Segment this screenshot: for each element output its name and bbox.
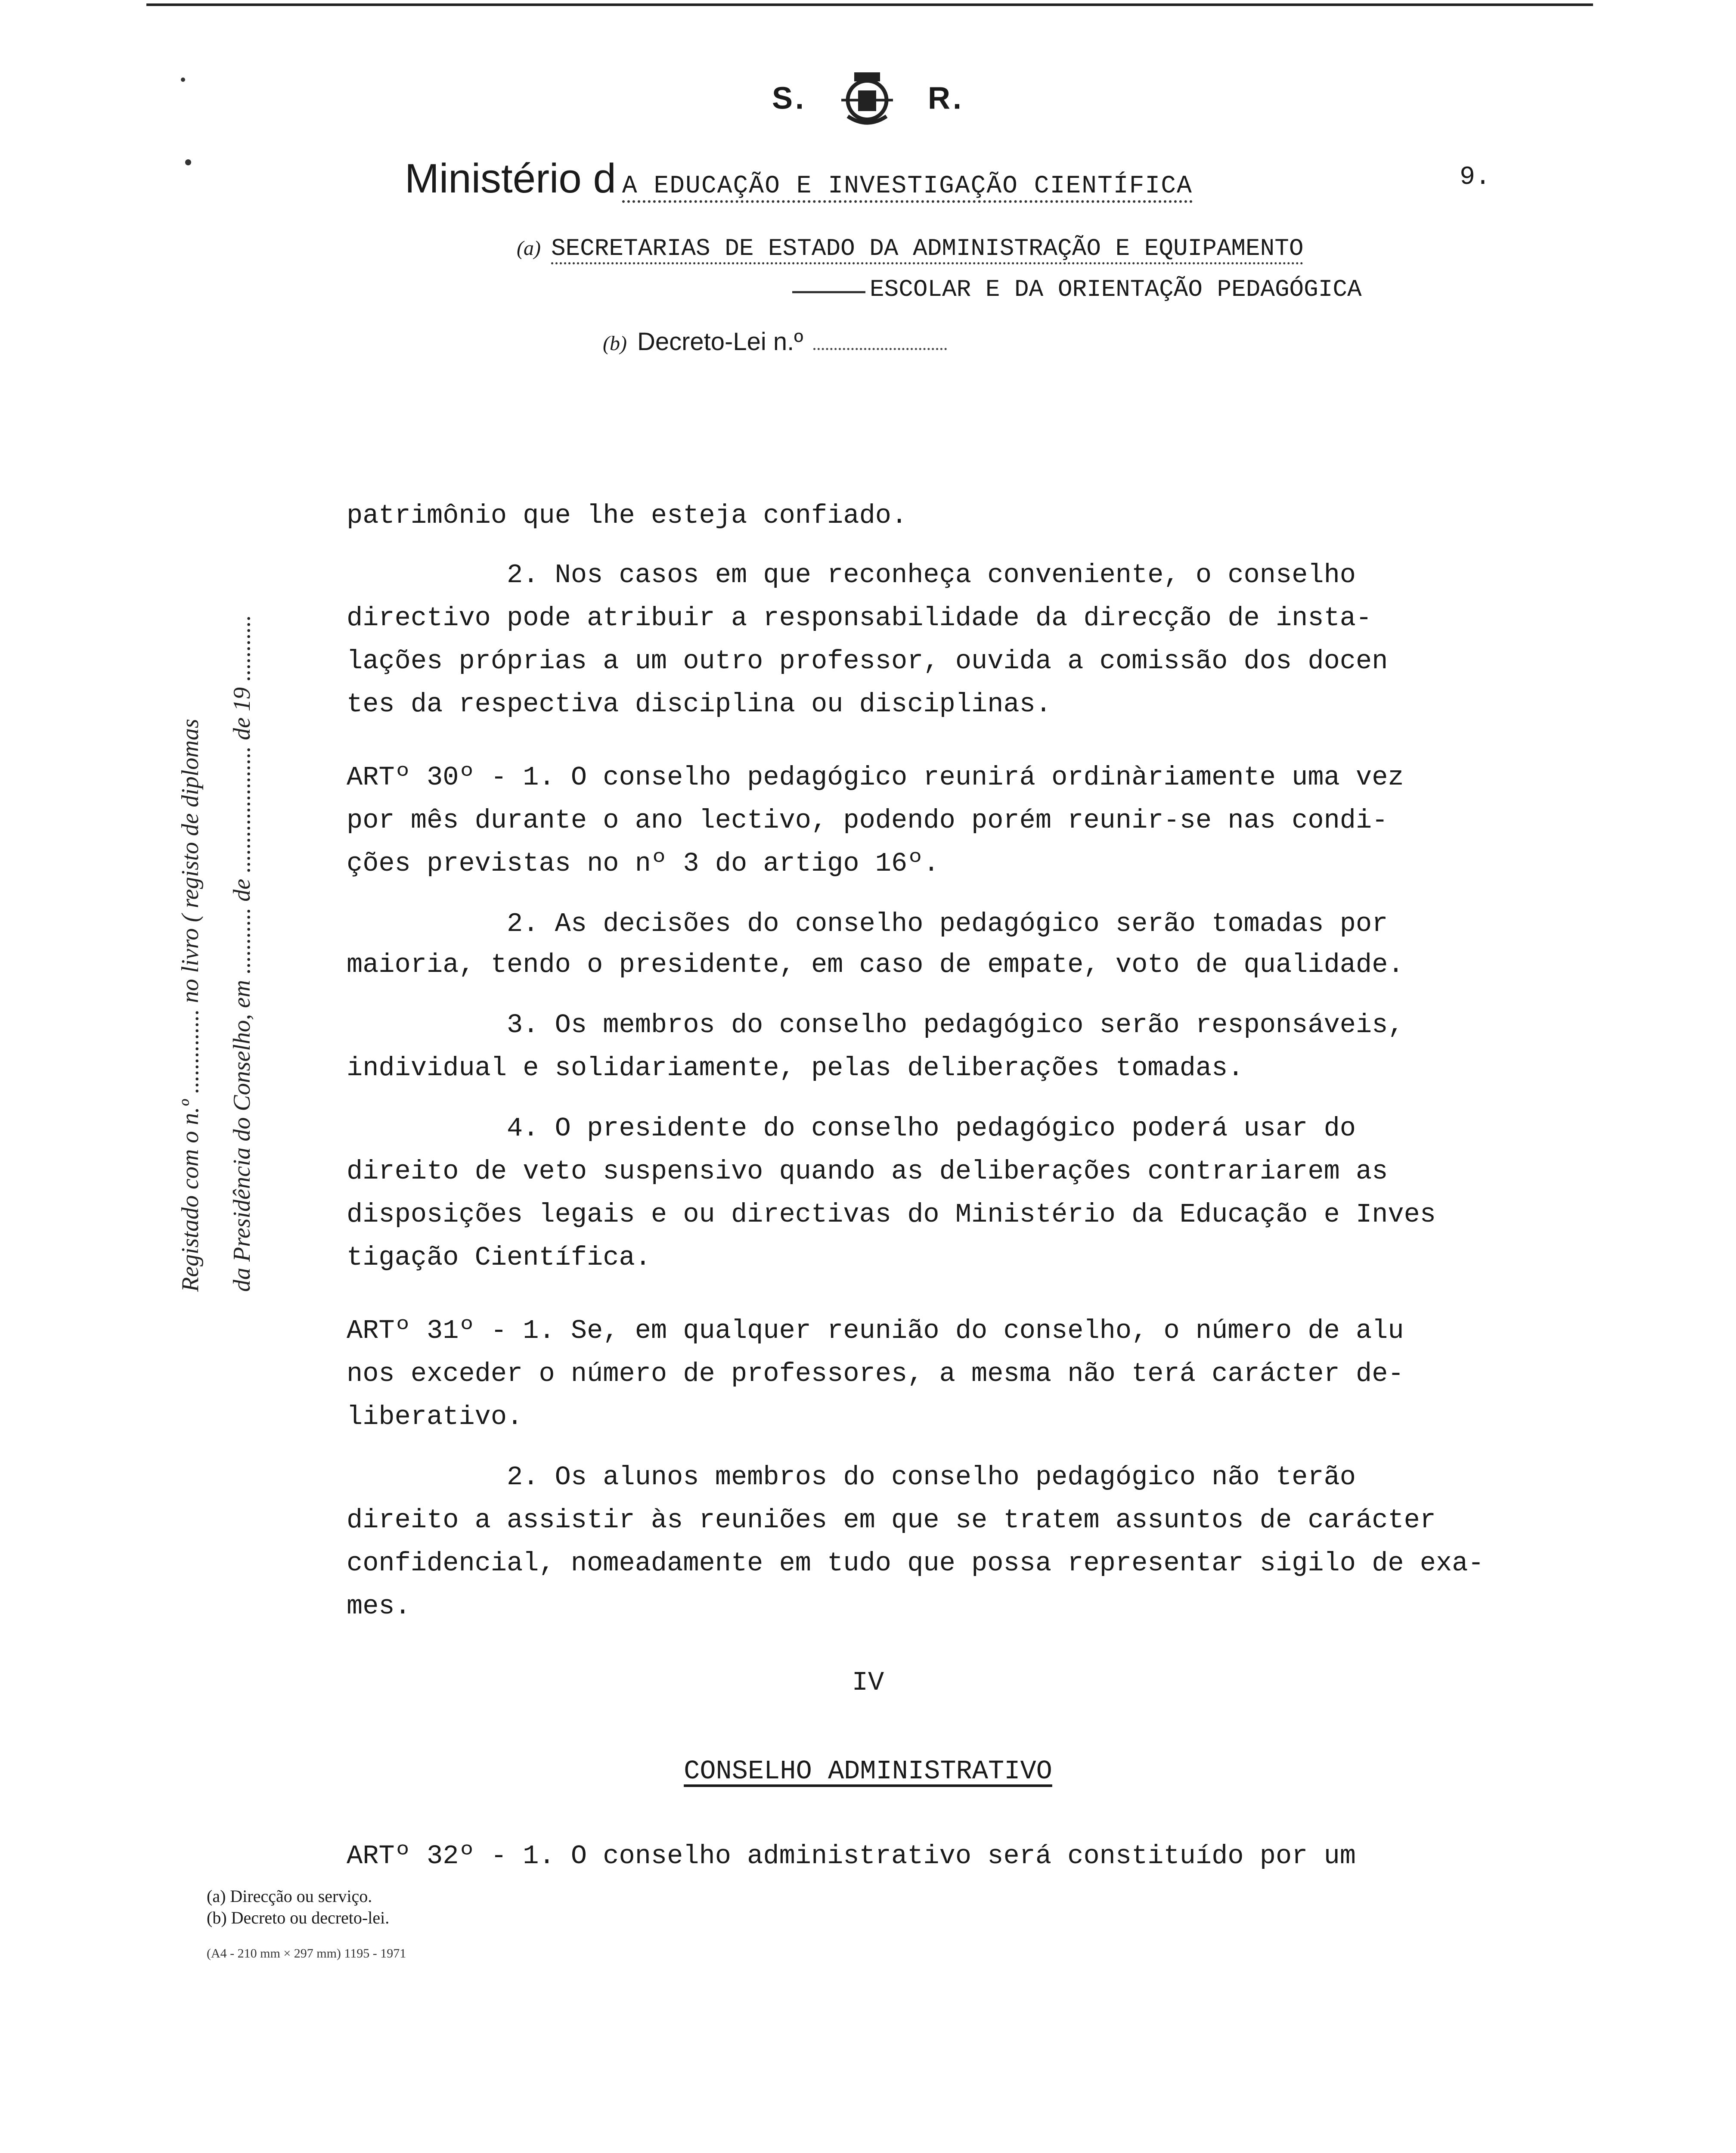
body-line: 3. Os membros do conselho pedagógico serão responsáveis, bbox=[347, 1010, 1404, 1040]
republic-header bbox=[0, 65, 1736, 137]
decree-label: (b) bbox=[603, 332, 627, 355]
leader-line bbox=[792, 291, 865, 293]
body-line: individual e solidariamente, pelas deliberações tomadas. bbox=[347, 1053, 1244, 1083]
body-line: por mês durante o ano lectivo, podendo porém reunir-se nas condi- bbox=[347, 805, 1388, 836]
top-border-line bbox=[146, 3, 1593, 6]
body-line: tigação Científica. bbox=[347, 1242, 651, 1273]
body-line: directivo pode atribuir a responsabilidade da direcção de insta- bbox=[347, 603, 1372, 633]
margin-dot bbox=[185, 159, 191, 165]
ministry-name: A EDUCAÇÃO E INVESTIGAÇÃO CIENTÍFICA bbox=[622, 172, 1193, 203]
body-line: nos exceder o número de professores, a mesma não terá carácter de- bbox=[347, 1359, 1404, 1389]
sr-left-text: S. bbox=[772, 81, 806, 116]
body-line: direito a assistir às reuniões em que se tratem assuntos de carácter bbox=[347, 1505, 1436, 1536]
body-line: 4. O presidente do conselho pedagógico poderá usar do bbox=[347, 1113, 1356, 1144]
page-number: 9. bbox=[1460, 163, 1491, 192]
body-line: ções previstas no nº 3 do artigo 16º. bbox=[347, 848, 939, 879]
body-line: lações próprias a um outro professor, ouvida a comissão dos docen bbox=[347, 646, 1388, 676]
margin-presidency-line: da Presidência do Conselho, em ........... de ..................... de 19 ........... bbox=[229, 615, 255, 1292]
sr-right-text: R. bbox=[928, 81, 964, 116]
body-line: liberativo. bbox=[347, 1402, 523, 1432]
body-line: confidencial, nomeadamente em tudo que possa representar sigilo de exa- bbox=[347, 1548, 1484, 1579]
body-line: 2. Os alunos membros do conselho pedagógico não terão bbox=[347, 1462, 1356, 1492]
coat-of-arms-icon bbox=[835, 65, 899, 137]
body-line: direito de veto suspensivo quando as deliberações contrariarem as bbox=[347, 1156, 1388, 1187]
body-line: 2. Nos casos em que reconheça conveniente, o conselho bbox=[347, 560, 1356, 590]
print-stamp: (A4 - 210 mm × 297 mm) 1195 - 1971 bbox=[207, 1946, 406, 1961]
body-line: tes da respectiva disciplina ou disciplinas. bbox=[347, 689, 1052, 720]
section-number: IV bbox=[852, 1667, 884, 1698]
decree-blank bbox=[813, 348, 947, 350]
body-line: maioria, tendo o presidente, em caso de empate, voto de qualidade. bbox=[347, 949, 1404, 980]
section-title bbox=[0, 1756, 1736, 1787]
secretariat-text-2: ESCOLAR E DA ORIENTAÇÃO PEDAGÓGICA bbox=[870, 276, 1362, 303]
body-line: ARTº 31º - 1. Se, em qualquer reunião do conselho, o número de alu bbox=[347, 1315, 1404, 1346]
body-line-last: ARTº 32º - 1. O conselho administrativo será constituído por um bbox=[347, 1841, 1356, 1871]
ministry-title bbox=[405, 155, 1193, 202]
body-line: disposições legais e ou directivas do Ministério da Educação e Inves bbox=[347, 1199, 1436, 1230]
margin-dot bbox=[181, 78, 185, 82]
footnote-b: (b) Decreto ou decreto-lei. bbox=[207, 1908, 390, 1927]
secretariat-label: (a) bbox=[517, 237, 541, 260]
secretariat-line-1 bbox=[517, 235, 1303, 262]
body-line: ARTº 30º - 1. O conselho pedagógico reunirá ordinàriamente uma vez bbox=[347, 762, 1404, 793]
ministry-prefix: Ministério d bbox=[405, 155, 616, 202]
section-title-text: CONSELHO ADMINISTRATIVO bbox=[684, 1756, 1052, 1787]
body-line: patrimônio que lhe esteja confiado. bbox=[347, 500, 908, 531]
body-line: mes. bbox=[347, 1591, 411, 1622]
decree-text: Decreto-Lei n.º bbox=[637, 328, 803, 356]
decree-field bbox=[603, 327, 947, 356]
secretariat-line-2 bbox=[792, 276, 1362, 303]
body-line: 2. As decisões do conselho pedagógico serão tomadas por bbox=[347, 909, 1388, 939]
margin-register-line: Registado com o n.º .............. no livro ( registo de diplomas bbox=[177, 719, 204, 1292]
secretariat-text-1: SECRETARIAS DE ESTADO DA ADMINISTRAÇÃO E EQUIPAMENTO bbox=[551, 235, 1303, 264]
footnote-a: (a) Direcção ou serviço. bbox=[207, 1886, 372, 1906]
